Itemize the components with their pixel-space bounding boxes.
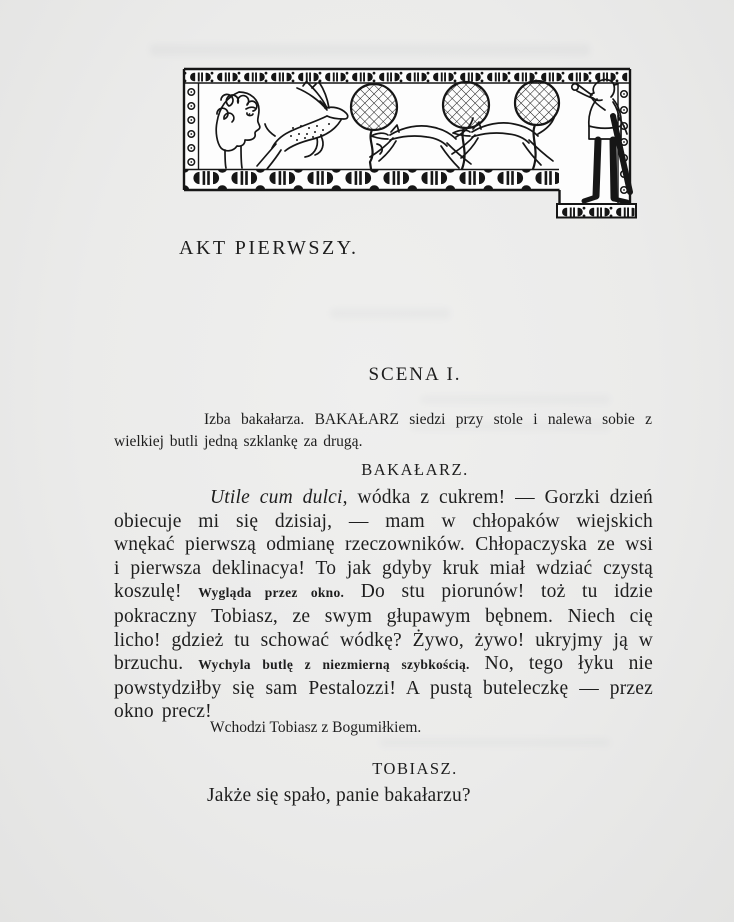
speech-text: Do stu piorunów! toż tu idzie pokraczny Tobiasz, ze swym głupawym bębnem. Niech cię licho! gdzież tu schować wódkę? Żywo, żywo! ukryjmy ją w brzuchu. [114,581,653,675]
speech-text: , wódka z cukrem! — Gorzki dzień obiecuje mi się dzisiaj, — mam w chłopaków wiejskich wnękać pierwszą odmianę rzeczowników. Chłopaczyska ze wsi i pierwsza deklinacya! To jak gdyby kruk miał wdziać czystą koszulę! [114,487,654,603]
speaker-name-bakalarz: BAKAŁARZ. [361,460,469,479]
ornament-top-border [185,70,629,83]
bleedthrough-smudge [150,44,590,56]
inline-stage-direction-2: Wychyla butlę z niezmierną szybkością. [198,657,470,673]
entrance-stage-direction: Wchodzi Tobiasz z Bogumiłkiem. [210,719,422,736]
latin-phrase: Utile cum dulci [210,487,343,508]
speaker-name-tobiasz: TOBIASZ. [372,759,458,778]
speech-text: No, tego łyku nie powstydziłby się sam Pestalozzi! A pustą buteleczkę — przez okno precz! [114,653,654,723]
bleedthrough-smudge [420,395,610,404]
inline-stage-direction-1: Wygląda przez okno. [198,585,345,601]
ornament-bottom-border [185,170,559,191]
act-heading: AKT PIERWSZY. [179,237,359,259]
bakalarz-speech [114,486,653,724]
opening-stage-direction: Izba bakałarza. BAKAŁARZ siedzi przy stole i nalewa sobie z wielkiej butli jedną szklankę za drugą. [114,411,652,450]
headpiece-illustration [181,66,641,220]
hunter-pedestal [557,204,636,218]
tobiasz-speech-line: Jakże się spało, panie bakałarzu? [207,785,471,806]
scene-heading: SCENA I. [368,364,462,385]
bleedthrough-smudge [380,738,610,747]
bleedthrough-smudge [330,308,450,319]
